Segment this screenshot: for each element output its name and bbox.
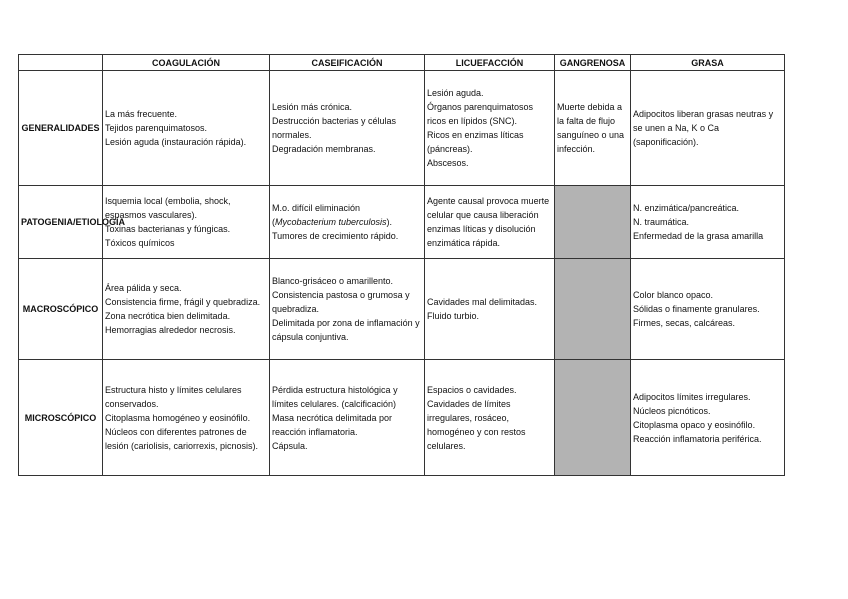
cell-line: Color blanco opaco.	[633, 290, 714, 300]
cell-line: Núcleos con diferentes patrones de lesión (cariolisis, cariorrexis, picnosis).	[105, 426, 259, 451]
cell-line: Abscesos.	[427, 158, 469, 168]
cell-line: Cavidades de límites irregulares, rosáceo, homogéneo y con restos celulares.	[427, 398, 529, 451]
cell-line: Firmes, secas, calcáreas.	[633, 318, 736, 328]
cell-line: Tumores de crecimiento rápido.	[272, 231, 399, 241]
cell-line: Agente causal provoca muerte celular que causa liberación enzimas líticas y disolución enzimática rápida.	[427, 196, 552, 248]
cell-macroscopico-licuefaccion	[425, 259, 555, 360]
cell-line: Órganos parenquimatosos ricos en lípidos (SNC).	[427, 102, 536, 126]
cell-macroscopico-coagulacion	[103, 259, 270, 360]
cell-macroscopico-grasa	[631, 259, 785, 360]
cell-microscopico-coagulacion	[103, 360, 270, 476]
cell-line: Muerte debida a la falta de flujo sanguíneo o una infección.	[557, 102, 627, 154]
cell-line: Destrucción bacterias y células normales.	[272, 116, 399, 140]
necrosis-table	[18, 54, 785, 476]
header-coagulacion: COAGULACIÓN	[103, 55, 270, 71]
header-corner	[19, 55, 103, 71]
row-generalidades	[19, 71, 785, 186]
cell-line: Citoplasma opaco y eosinófilo.	[633, 419, 756, 430]
row-macroscopico	[19, 259, 785, 360]
cell-line: Pérdida estructura histológica y límites celulares. (calcificación)	[272, 384, 401, 409]
row-label-generalidades: GENERALIDADES	[19, 71, 103, 186]
cell-line: Lesión aguda.	[427, 88, 484, 98]
cell-line: Toxinas bacterianas y fúngicas.	[105, 224, 231, 234]
cell-generalidades-grasa	[631, 71, 785, 186]
header-licuefaccion: LICUEFACCIÓN	[425, 55, 555, 71]
cell-patogenia-licuefaccion	[425, 186, 555, 259]
cell-patogenia-gangrenosa-empty	[555, 186, 631, 259]
cell-line: Blanco-grisáceo o amarillento.	[272, 276, 394, 286]
cell-generalidades-caseificacion	[270, 71, 425, 186]
cell-line: Fluido turbio.	[427, 311, 480, 321]
cell-line: Consistencia pastosa o grumosa y quebradiza.	[272, 290, 413, 314]
cell-line: Cápsula.	[272, 440, 308, 451]
cell-generalidades-gangrenosa	[555, 71, 631, 186]
row-label-patogenia: PATOGENIA/ETIOLOGÍA	[19, 186, 103, 259]
cell-generalidades-licuefaccion	[425, 71, 555, 186]
cell-line: Estructura histo y límites celulares conservados.	[105, 384, 245, 409]
cell-patogenia-coagulacion	[103, 186, 270, 259]
header-gangrenosa: GANGRENOSA	[555, 55, 631, 71]
row-patogenia	[19, 186, 785, 259]
cell-microscopico-gangrenosa-empty	[555, 360, 631, 476]
row-label-microscopico: MICROSCÓPICO	[19, 360, 103, 476]
cell-generalidades-coagulacion	[103, 71, 270, 186]
cell-line: Hemorragias alrededor necrosis.	[105, 325, 236, 335]
cell-line: Tóxicos químicos	[105, 238, 175, 248]
header-grasa: GRASA	[631, 55, 785, 71]
cell-line: Adipocitos límites irregulares.	[633, 391, 751, 402]
cell-line: Consistencia firme, frágil y quebradiza.	[105, 297, 261, 307]
cell-patogenia-grasa	[631, 186, 785, 259]
cell-line: Reacción inflamatoria periférica.	[633, 433, 762, 444]
cell-line: Enfermedad de la grasa amarilla	[633, 231, 764, 241]
cell-line: Adipocitos liberan grasas neutras y se unen a Na, K o Ca (saponificación).	[633, 109, 776, 147]
cell-patogenia-caseificacion	[270, 186, 425, 259]
cell-line: La más frecuente.	[105, 109, 178, 119]
cell-line: Área pálida y seca.	[105, 283, 182, 293]
cell-line: Espacios o cavidades.	[427, 384, 517, 395]
cell-macroscopico-caseificacion	[270, 259, 425, 360]
header-row	[19, 55, 785, 71]
cell-line: M.o. difícil eliminación (Mycobacterium tuberculosis).	[272, 203, 393, 227]
cell-microscopico-licuefaccion	[425, 360, 555, 476]
cell-line: Cavidades mal delimitadas.	[427, 297, 538, 307]
row-microscopico	[19, 360, 785, 476]
cell-line: Delimitada por zona de inflamación y cápsula conjuntiva.	[272, 318, 423, 342]
cell-line: Ricos en enzimas líticas (páncreas).	[427, 130, 527, 154]
row-label-macroscopico: MACROSCÓPICO	[19, 259, 103, 360]
cell-line: Núcleos picnóticos.	[633, 405, 711, 416]
cell-line: Isquemia local (embolia, shock, espasmos vasculares).	[105, 196, 234, 220]
cell-microscopico-caseificacion	[270, 360, 425, 476]
cell-line: Tejidos parenquimatosos.	[105, 123, 208, 133]
cell-microscopico-grasa	[631, 360, 785, 476]
species-name: Mycobacterium tuberculosis	[275, 217, 387, 227]
cell-line: Lesión más crónica.	[272, 102, 353, 112]
cell-line: Sólidas o finamente granulares.	[633, 304, 760, 314]
cell-line: Zona necrótica bien delimitada.	[105, 311, 231, 321]
cell-macroscopico-gangrenosa-empty	[555, 259, 631, 360]
cell-line: Masa necrótica delimitada por reacción inflamatoria.	[272, 412, 395, 437]
cell-line: N. enzimática/pancreática.	[633, 203, 740, 213]
cell-line: N. traumática.	[633, 217, 690, 227]
cell-line: Citoplasma homogéneo y eosinófilo.	[105, 412, 251, 423]
header-caseificacion: CASEIFICACIÓN	[270, 55, 425, 71]
cell-line: Lesión aguda (instauración rápida).	[105, 137, 247, 147]
cell-line: Degradación membranas.	[272, 144, 376, 154]
